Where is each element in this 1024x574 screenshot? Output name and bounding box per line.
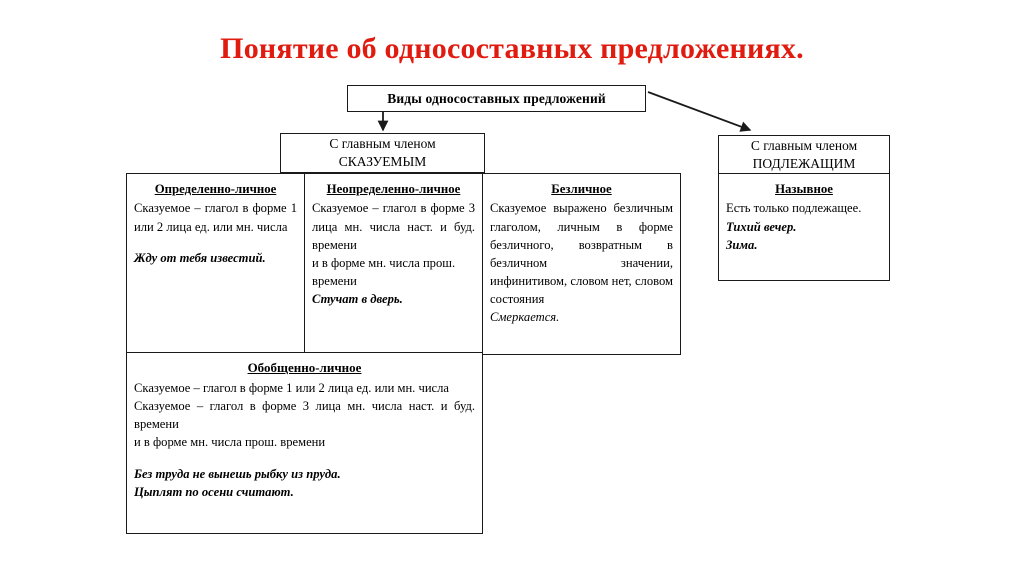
cell-generalized-personal-example-1: Без труда не вынешь рыбку из пруда. bbox=[134, 466, 341, 481]
arrow-root-to-subject bbox=[648, 92, 750, 130]
cell-definite-personal bbox=[126, 173, 305, 353]
cell-impersonal-body: Сказуемое выражено безличным глаголом, личным в форме безличного, возвратным в безличном значении, инфинитивом, словом нет, словом состояния bbox=[490, 201, 673, 307]
cell-nominative bbox=[718, 173, 890, 281]
cell-nominative-example-1: Тихий вечер. bbox=[726, 219, 797, 234]
branch-node-subject-line2: ПОДЛЕЖАЩИМ bbox=[752, 156, 856, 171]
branch-node-predicate bbox=[280, 133, 485, 173]
root-node-label: Виды односоставных предложений bbox=[387, 90, 606, 106]
cell-nominative-example-2: Зима. bbox=[726, 237, 758, 252]
cell-impersonal-example: Смеркается. bbox=[490, 310, 560, 325]
cell-indefinite-personal-body-2: и в форме мн. числа прош. времени bbox=[312, 255, 456, 288]
cell-generalized-personal-body-3: и в форме мн. числа прош. времени bbox=[134, 435, 326, 450]
cell-generalized-personal-body-2: Сказуемое – глагол в форме 3 лица мн. числа наст. и буд. времени bbox=[134, 398, 475, 431]
cell-generalized-personal-body-1: Сказуемое – глагол в форме 1 или 2 лица ед. или мн. числа bbox=[134, 380, 450, 395]
cell-definite-personal-example: Жду от тебя известий. bbox=[134, 250, 266, 265]
cell-nominative-body: Есть только подлежащее. bbox=[726, 201, 862, 216]
branch-node-predicate-line1: С главным членом bbox=[329, 135, 436, 151]
branch-node-subject bbox=[718, 135, 890, 175]
cell-generalized-personal bbox=[126, 352, 483, 534]
spacer bbox=[134, 452, 475, 465]
cell-definite-personal-title: Определенно-личное bbox=[154, 182, 277, 196]
cell-impersonal bbox=[482, 173, 681, 355]
cell-generalized-personal-title: Обобщенно-личное bbox=[247, 360, 362, 375]
cell-generalized-personal-example-2: Цыплят по осени считают. bbox=[134, 485, 294, 500]
root-node-types-of-one-member-sentences bbox=[347, 85, 646, 112]
branch-node-predicate-line2: СКАЗУЕМЫМ bbox=[338, 154, 427, 169]
cell-indefinite-personal bbox=[304, 173, 483, 353]
cell-indefinite-personal-title: Неопределенно-личное bbox=[326, 182, 461, 196]
cell-indefinite-personal-body-1: Сказуемое – глагол в форме 3 лица мн. числа наст. и буд. времени bbox=[312, 201, 475, 252]
cell-nominative-title: Назывное bbox=[775, 182, 833, 196]
cell-definite-personal-body: Сказуемое – глагол в форме 1 или 2 лица ед. или мн. числа bbox=[134, 201, 297, 234]
branch-node-subject-line1: С главным членом bbox=[750, 137, 858, 153]
spacer bbox=[134, 236, 297, 249]
cell-indefinite-personal-example: Стучат в дверь. bbox=[312, 292, 403, 307]
cell-impersonal-title: Безличное bbox=[551, 182, 612, 196]
page-title: Понятие об односоставных предложениях. bbox=[220, 32, 804, 65]
